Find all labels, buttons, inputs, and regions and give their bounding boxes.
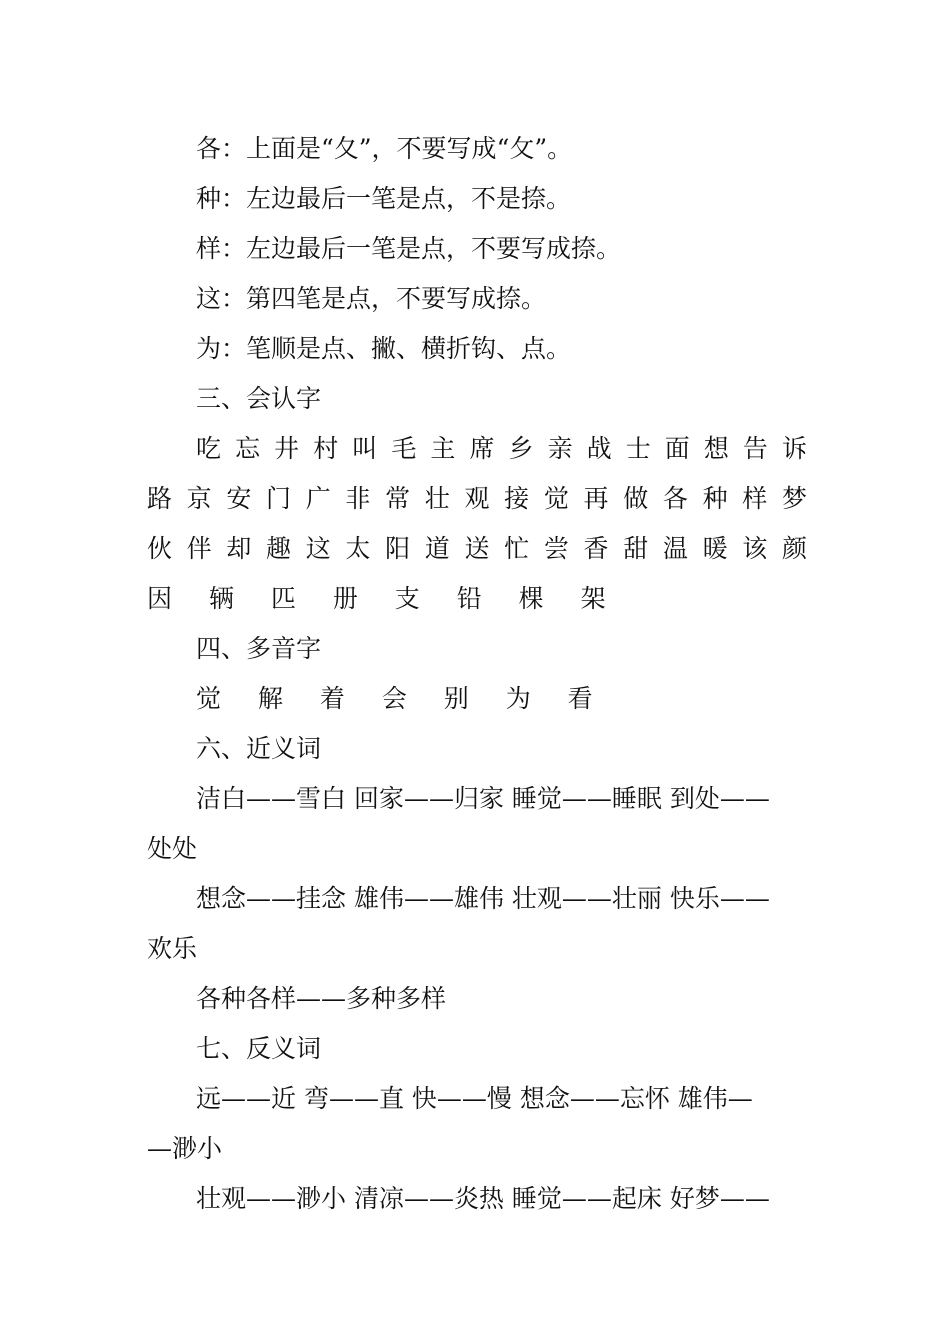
character-row: 吃 忘 井 村 叫 毛 主 席 乡 亲 战 士 面 想 告 诉 (196, 434, 807, 463)
word-pair-line: —渺小 (147, 1134, 223, 1163)
character-row: 觉 解 着 会 别 为 看 (196, 684, 608, 713)
note-line: 为：笔顺是点、撇、横折钩、点。 (196, 334, 572, 363)
section-heading: 七、反义词 (196, 1034, 322, 1063)
word-pair-line: 各种各样——多种多样 (196, 984, 447, 1013)
section-heading: 三、会认字 (196, 384, 322, 413)
word-pair-line: 洁白——雪白 回家——归家 睡觉——睡眠 到处—— (196, 784, 770, 813)
character-row: 路 京 安 门 广 非 常 壮 观 接 觉 再 做 各 种 样 梦 (147, 484, 807, 513)
note-line: 这：第四笔是点，不要写成捺。 (196, 284, 547, 313)
word-pair-line: 想念——挂念 雄伟——雄伟 壮观——壮丽 快乐—— (196, 884, 770, 913)
character-row: 因 辆 匹 册 支 铅 棵 架 (147, 584, 621, 613)
note-line: 样：左边最后一笔是点，不要写成捺。 (196, 234, 622, 263)
word-pair-line: 远——近 弯——直 快——慢 想念——忘怀 雄伟— (196, 1084, 753, 1113)
word-pair-line: 欢乐 (147, 934, 198, 963)
note-line: 各：上面是“夂”，不要写成“攵”。 (196, 134, 573, 163)
note-line: 种：左边最后一笔是点，不是捺。 (196, 184, 572, 213)
character-row: 伙 伴 却 趣 这 太 阳 道 送 忙 尝 香 甜 温 暖 该 颜 (147, 534, 807, 563)
word-pair-line: 处处 (147, 834, 198, 863)
section-heading: 四、多音字 (196, 634, 322, 663)
word-pair-line: 壮观——渺小 清凉——炎热 睡觉——起床 好梦—— (196, 1184, 770, 1213)
section-heading: 六、近义词 (196, 734, 322, 763)
